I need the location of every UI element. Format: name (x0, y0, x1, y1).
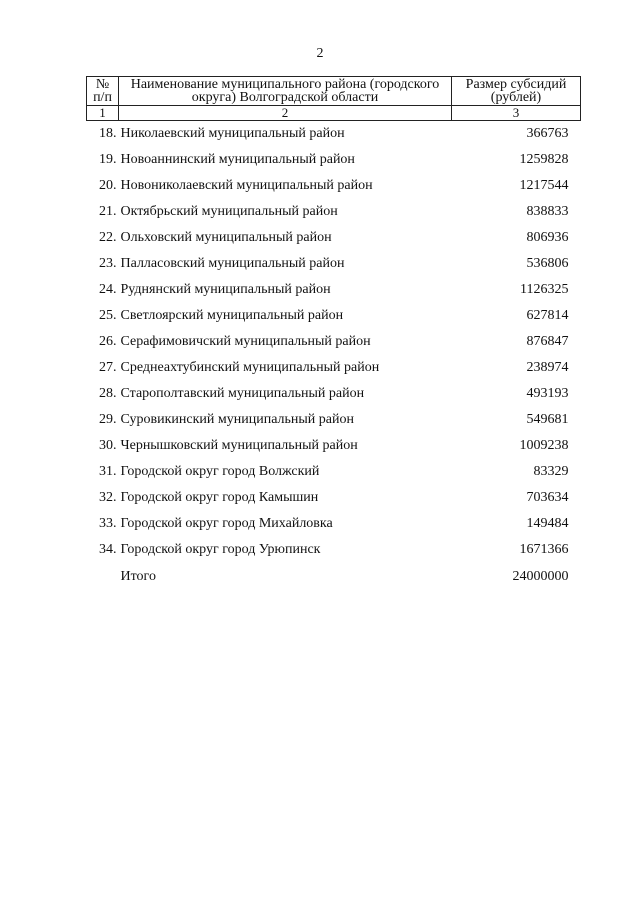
row-name: Светлоярский муниципальный район (120, 308, 344, 323)
row-name: Суровикинский муниципальный район (120, 412, 354, 427)
row-number: 31. (99, 464, 117, 479)
row-sum: 1259828 (519, 152, 569, 167)
subsidies-table (86, 76, 581, 591)
row-number: 33. (99, 516, 117, 531)
row-number: 27. (99, 360, 117, 375)
table-row (87, 199, 581, 225)
row-sum: 1009238 (519, 438, 569, 453)
row-name: Палласовский муниципальный район (120, 256, 345, 271)
row-sum: 238974 (526, 360, 569, 375)
row-name: Городской округ город Камышин (120, 490, 319, 505)
column-index-row (87, 106, 581, 121)
row-number: 19. (99, 152, 117, 167)
row-name: Николаевский муниципальный район (120, 126, 345, 141)
row-sum: 838833 (526, 204, 569, 219)
table-row (87, 277, 581, 303)
row-sum: 1217544 (519, 178, 569, 193)
row-sum: 627814 (526, 308, 569, 323)
table-row (87, 121, 581, 148)
total-row (87, 563, 581, 591)
row-number: 28. (99, 386, 117, 401)
row-number: 32. (99, 490, 117, 505)
row-number: 18. (99, 126, 117, 141)
row-sum: 83329 (533, 464, 569, 479)
table-row (87, 381, 581, 407)
row-name: Городской округ город Михайловка (120, 516, 333, 531)
header-sum: Размер субсидий (рублей) (452, 77, 581, 106)
row-name: Руднянский муниципальный район (120, 282, 331, 297)
row-name: Городской округ город Волжский (120, 464, 320, 479)
column-index-1: 1 (87, 106, 119, 121)
row-number: 26. (99, 334, 117, 349)
row-sum: 703634 (526, 490, 569, 505)
table-row (87, 511, 581, 537)
row-sum: 149484 (526, 516, 569, 531)
row-number: 23. (99, 256, 117, 271)
total-label: Итого (120, 569, 156, 584)
row-name: Ольховский муниципальный район (120, 230, 332, 245)
row-sum: 876847 (526, 334, 569, 349)
row-number: 30. (99, 438, 117, 453)
table-row (87, 147, 581, 173)
page-number: 2 (316, 46, 324, 61)
row-sum: 1671366 (519, 542, 569, 557)
row-name: Городской округ город Урюпинск (120, 542, 321, 557)
table-row (87, 225, 581, 251)
total-sum: 24000000 (512, 569, 569, 584)
row-name: Чернышковский муниципальный район (120, 438, 358, 453)
row-sum: 1126325 (520, 282, 569, 297)
row-number: 21. (99, 204, 117, 219)
table-row (87, 459, 581, 485)
column-index-3: 3 (452, 106, 581, 121)
table-row (87, 537, 581, 563)
table-row (87, 407, 581, 433)
row-name: Новониколаевский муниципальный район (120, 178, 373, 193)
row-number: 25. (99, 308, 117, 323)
total-num (87, 563, 119, 591)
table-row (87, 303, 581, 329)
header-num: № п/п (87, 77, 119, 106)
table-row (87, 433, 581, 459)
table-header-row (87, 77, 581, 106)
header-name: Наименование муниципального района (городского округа) Волгоградской области (119, 77, 452, 106)
row-number: 24. (99, 282, 117, 297)
row-name: Старополтавский муниципальный район (120, 386, 365, 401)
row-number: 22. (99, 230, 117, 245)
row-name: Октябрьский муниципальный район (120, 204, 338, 219)
table-row (87, 251, 581, 277)
row-sum: 493193 (526, 386, 569, 401)
row-name: Среднеахтубинский муниципальный район (120, 360, 380, 375)
table-row (87, 329, 581, 355)
row-sum: 366763 (526, 126, 569, 141)
row-sum: 536806 (526, 256, 569, 271)
table-body (87, 121, 581, 564)
row-sum: 549681 (526, 412, 569, 427)
table-row (87, 485, 581, 511)
row-sum: 806936 (526, 230, 569, 245)
row-number: 34. (99, 542, 117, 557)
row-name: Серафимовичский муниципальный район (120, 334, 371, 349)
row-number: 29. (99, 412, 117, 427)
table-row (87, 355, 581, 381)
row-number: 20. (99, 178, 117, 193)
column-index-2: 2 (119, 106, 452, 121)
row-name: Новоаннинский муниципальный район (120, 152, 355, 167)
table-row (87, 173, 581, 199)
